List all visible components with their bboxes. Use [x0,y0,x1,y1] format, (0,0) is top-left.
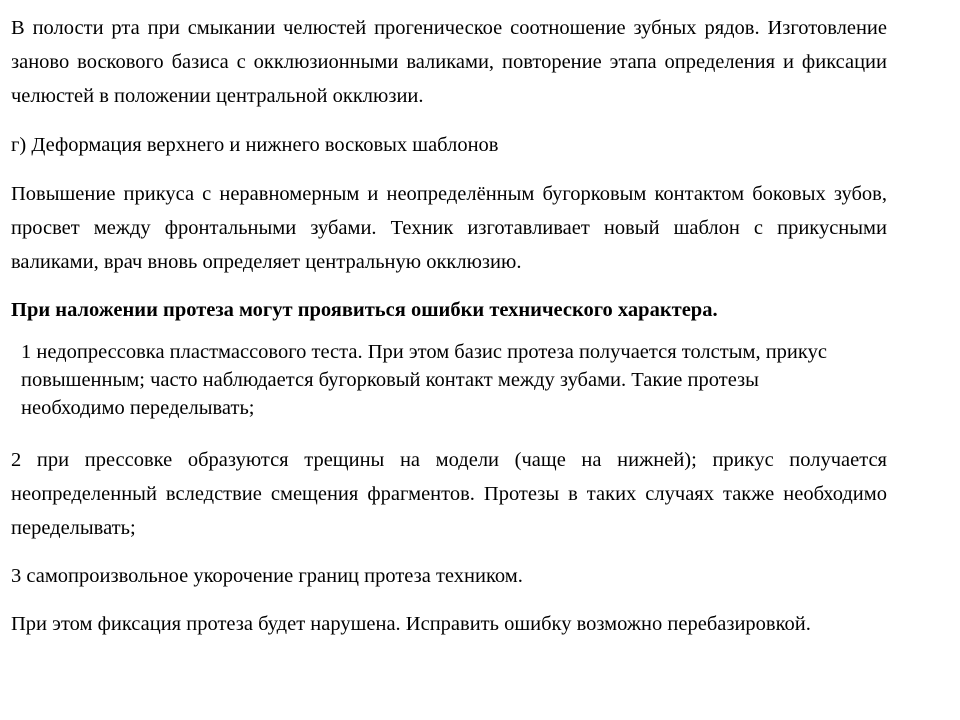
heading-technical-errors: При наложении протеза могут проявиться ошибки технического характера. [11,299,718,321]
paragraph-progenic-relation: В полости рта при смыкании челюстей прогеническое соотношение зубных рядов. Изготовление заново воскового базиса с окклюзионными валиками, повторение этапа определения и фиксации челюстей в положении центральной окклюзии. [11,17,887,107]
paragraph-error-1-underpressing: 1 недопрессовка пластмассового теста. При этом базис протеза получается толстым, прикус повышенным; часто наблюдается бугорковый контакт между зубами. Такие протезы необходимо переделывать; [21,341,827,419]
paragraph-bite-raise: Повышение прикуса с неравномерным и неопределённым бугорковым контактом боковых зубов, просвет между фронтальными зубами. Техник изготавливает новый шаблон с прикусными валиками, врач вновь определяет центральную окклюзию. [11,183,887,273]
paragraph-error-3-border-shortening: 3 самопроизвольное укорочение границ протеза техником. [11,565,523,587]
paragraph-error-2-model-cracks: 2 при прессовке образуются трещины на модели (чаще на нижней); прикус получается неопределенный вследствие смещения фрагментов. Протезы в таких случаях также необходимо переделывать; [11,449,887,539]
paragraph-wax-template-deformation: г) Деформация верхнего и нижнего восковых шаблонов [11,134,499,156]
paragraph-fixation-impaired: При этом фиксация протеза будет нарушена. Исправить ошибку возможно перебазировкой. [11,613,811,635]
